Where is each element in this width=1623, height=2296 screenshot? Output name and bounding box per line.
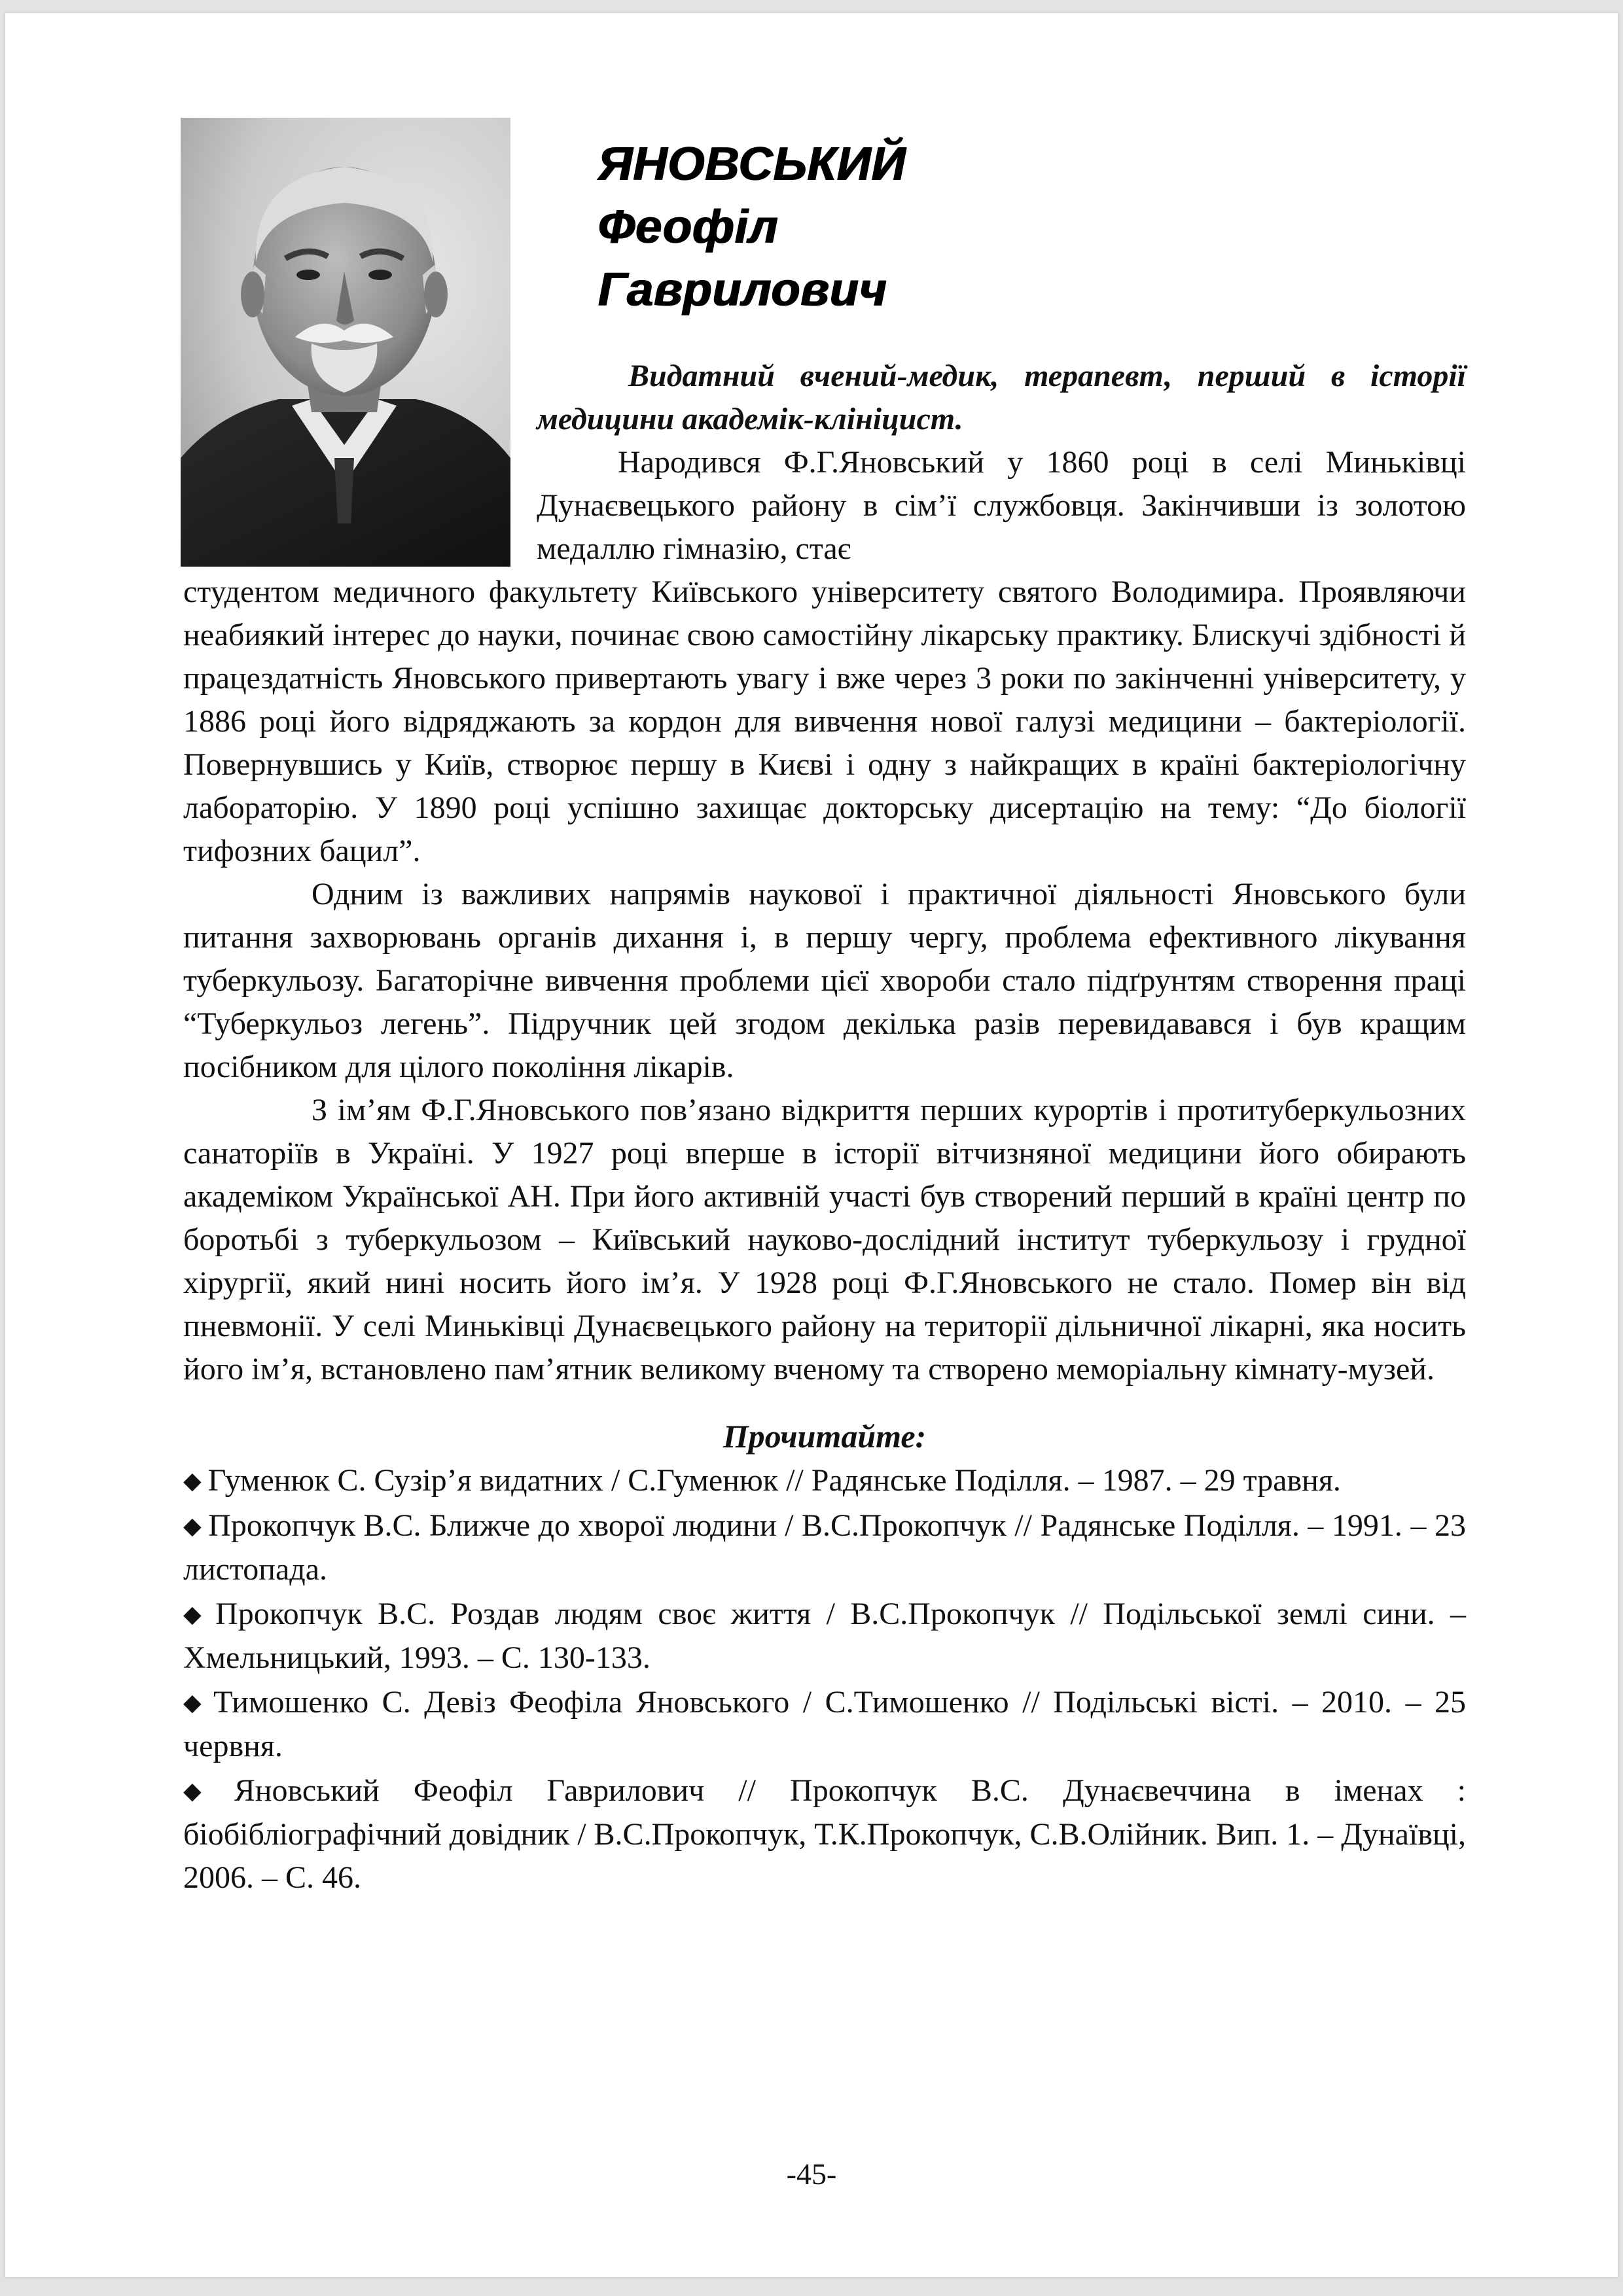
reading-item: ◆ Прокопчук В.С. Ближче до хворої людини / В.С.Прокопчук // Радянське Поділля. – 1991. – 23 листопада. — [183, 1508, 1467, 1587]
portrait-image — [181, 118, 510, 567]
person-patronymic: Гаврилович — [597, 264, 887, 316]
document-page — [5, 13, 1618, 2277]
paragraph-1-continued: студентом медичного факультету Київського університету святого Володимира. Проявляючи неабиякий інтерес до науки, починає свою самостійну лікарську практику. Блискучі здібності й працездатність Яновського привертають увагу і вже через 3 роки по закінченні університету, у 1886 році його відряджають за кордон для вивчення нової галузі медицини – бактеріології. Повернувшись у Київ, створює першу в Києві і одну з найкращих в країні бактеріологічну лабораторію. У 1890 році успішно захищає докторську дисертацію на тему: “До біології тифозних бацил”. — [183, 574, 1466, 868]
diamond-bullet-icon: ◆ — [183, 1601, 209, 1628]
reading-item: ◆ Прокопчук В.С. Роздав людям своє життя / В.С.Прокопчук // Подільської землі сини. – Хмельницький, 1993. – С. 130-133. — [183, 1597, 1467, 1675]
main-text — [183, 571, 1466, 1901]
diamond-bullet-icon: ◆ — [183, 1778, 228, 1805]
paragraph-1-top: Народився Ф.Г.Яновський у 1860 році в селі Миньківці Дунаєвецького району в сім’ї службовця. Закінчивши із золотою медаллю гімназію, стає — [537, 445, 1466, 566]
page-number: -45- — [786, 2157, 837, 2191]
reading-item: ◆ Яновський Феофіл Гаврилович // Прокопчук В.С. Дунаєвеччина в іменах : біобібліографічний довідник / В.С.Прокопчук, Т.К.Прокопчук, С.В.Олійник. Вип. 1. – Дунаївці, 2006. – С. 46. — [183, 1773, 1467, 1895]
diamond-bullet-icon: ◆ — [183, 1468, 202, 1494]
person-surname: ЯНОВСЬКИЙ — [597, 138, 906, 190]
paragraph-3: З ім’ям Ф.Г.Яновського пов’язано відкриття перших курортів і протитуберкульозних санаторіїв в Україні. У 1927 році вперше в історії вітчизняної медицини його обирають академіком Української АН. При його активній участі був створений перший в країні центр по боротьбі з туберкульозом – Київський науково-дослідний інститут туберкульозу і грудної хірургії, який нині носить його ім’я. У 1928 році Ф.Г.Яновського не стало. Помер він від пневмонії. У селі Миньківці Дунаєвецького району на території дільничної лікарні, яка носить його ім’я, встановлено пам’ятник великому вченому та створено меморіальну кімнату-музей. — [183, 1093, 1466, 1386]
reading-list — [183, 1459, 1466, 1899]
diamond-bullet-icon: ◆ — [183, 1689, 207, 1716]
paragraph-2: Одним із важливих напрямів наукової і практичної діяльності Яновського були питання захворювань органів дихання і, в першу чергу, проблема ефективного лікування туберкульозу. Багаторічне вивчення проблеми цієї хвороби стало підґрунтям створення праці “Туберкульоз легень”. Підручник цей згодом декілька разів перевидавався і був кращим посібником для цілого покоління лікарів. — [183, 877, 1466, 1084]
portrait-photo — [181, 118, 510, 567]
person-first-name: Феофіл — [597, 201, 778, 253]
reading-title: Прочитайте: — [722, 1418, 927, 1455]
reading-item: ◆ Гуменюк С. Сузір’я видатних / С.Гуменюк // Радянське Поділля. – 1987. – 29 травня. — [183, 1463, 1341, 1498]
reading-item: ◆ Тимошенко С. Девіз Феофіла Яновського / С.Тимошенко // Подільські вісті. – 2010. – 25 червня. — [183, 1685, 1467, 1763]
diamond-bullet-icon: ◆ — [183, 1513, 202, 1540]
lead-description: Видатний вчений-медик, терапевт, перший в історії медицини академік-клініцист. — [537, 359, 1466, 436]
